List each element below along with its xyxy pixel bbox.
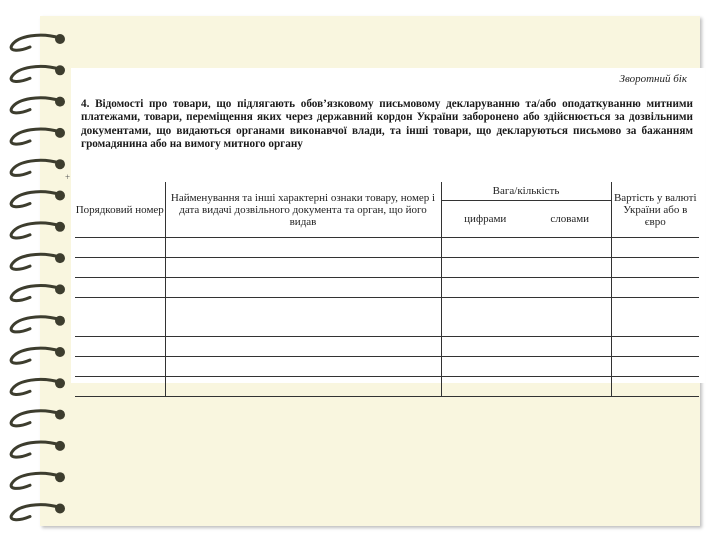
table-cell: [611, 238, 699, 258]
reverse-side-label: Зворотний бік: [619, 73, 687, 85]
spiral-ring: [11, 347, 65, 363]
table-cell: [75, 298, 165, 337]
spiral-ring: [11, 504, 65, 520]
table-row: [75, 278, 699, 298]
col-header-value: Вартість у валюті України або в євро: [611, 182, 699, 238]
table-cell: [611, 298, 699, 337]
spiral-ring: [11, 159, 65, 175]
table-cell: [441, 278, 529, 298]
col-header-weight-digits: цифрами: [441, 201, 529, 238]
table-cell: [529, 238, 611, 258]
spiral-ring: [11, 253, 65, 269]
table-cell: [75, 238, 165, 258]
table-row: [75, 238, 699, 258]
table-cell: [441, 357, 529, 377]
table-cell: [529, 258, 611, 278]
table-cell: [75, 337, 165, 357]
spiral-ring: [11, 128, 65, 144]
spiral-ring: [11, 97, 65, 113]
table-row: [75, 377, 699, 397]
table-cell: [75, 357, 165, 377]
goods-table: [75, 182, 699, 397]
table-cell: [529, 298, 611, 337]
spiral-ring: [11, 316, 65, 332]
table-cell: [611, 278, 699, 298]
table-row: [75, 258, 699, 278]
table-row: [75, 337, 699, 357]
cursor-marker: +: [65, 172, 71, 182]
spiral-ring: [11, 410, 65, 426]
table-cell: [165, 278, 441, 298]
table-cell: [441, 298, 529, 337]
table-cell: [165, 298, 441, 337]
col-header-weight: Вага/кількість: [441, 182, 611, 201]
table-cell: [75, 377, 165, 397]
table-cell: [441, 337, 529, 357]
col-header-number: Порядковий номер: [75, 182, 165, 238]
table-cell: [165, 258, 441, 278]
spiral-ring: [11, 34, 65, 50]
spiral-ring: [11, 472, 65, 488]
table-cell: [611, 258, 699, 278]
table-cell: [441, 377, 529, 397]
table-cell: [165, 357, 441, 377]
table-cell: [611, 377, 699, 397]
table-row: [75, 298, 699, 337]
table-cell: [529, 278, 611, 298]
spiral-ring: [11, 191, 65, 207]
table-cell: [611, 357, 699, 377]
table-row: [75, 357, 699, 377]
col-header-name: Найменування та інші характерні ознаки товару, номер і дата видачі дозвільного документа та орган, що його видав: [165, 182, 441, 238]
table-cell: [441, 238, 529, 258]
table-cell: [165, 337, 441, 357]
section-title: 4. Відомості про товари, що підлягають обов’язковому письмовому декларуванню та/або оподаткуванню митними платежами, товари, переміщення яких через державний кордон України заборонено або здійснюється за дозвільними документами, що видаються органами виконавчої влади, та інші товари, що декларуються письмово за бажанням громадянина або на вимогу митного органу: [81, 98, 693, 151]
table-cell: [165, 238, 441, 258]
spiral-ring: [11, 441, 65, 457]
table-cell: [529, 357, 611, 377]
table-cell: [611, 337, 699, 357]
col-header-weight-words: словами: [529, 201, 611, 238]
spiral-ring: [11, 65, 65, 81]
spiral-binding: [0, 0, 80, 540]
table-cell: [75, 258, 165, 278]
table-cell: [529, 377, 611, 397]
spiral-ring: [11, 222, 65, 238]
spiral-ring: [11, 378, 65, 394]
form-sheet: [65, 68, 705, 383]
spiral-ring: [11, 284, 65, 300]
table-cell: [529, 337, 611, 357]
table-cell: [165, 377, 441, 397]
table-cell: [441, 258, 529, 278]
table-cell: [75, 278, 165, 298]
